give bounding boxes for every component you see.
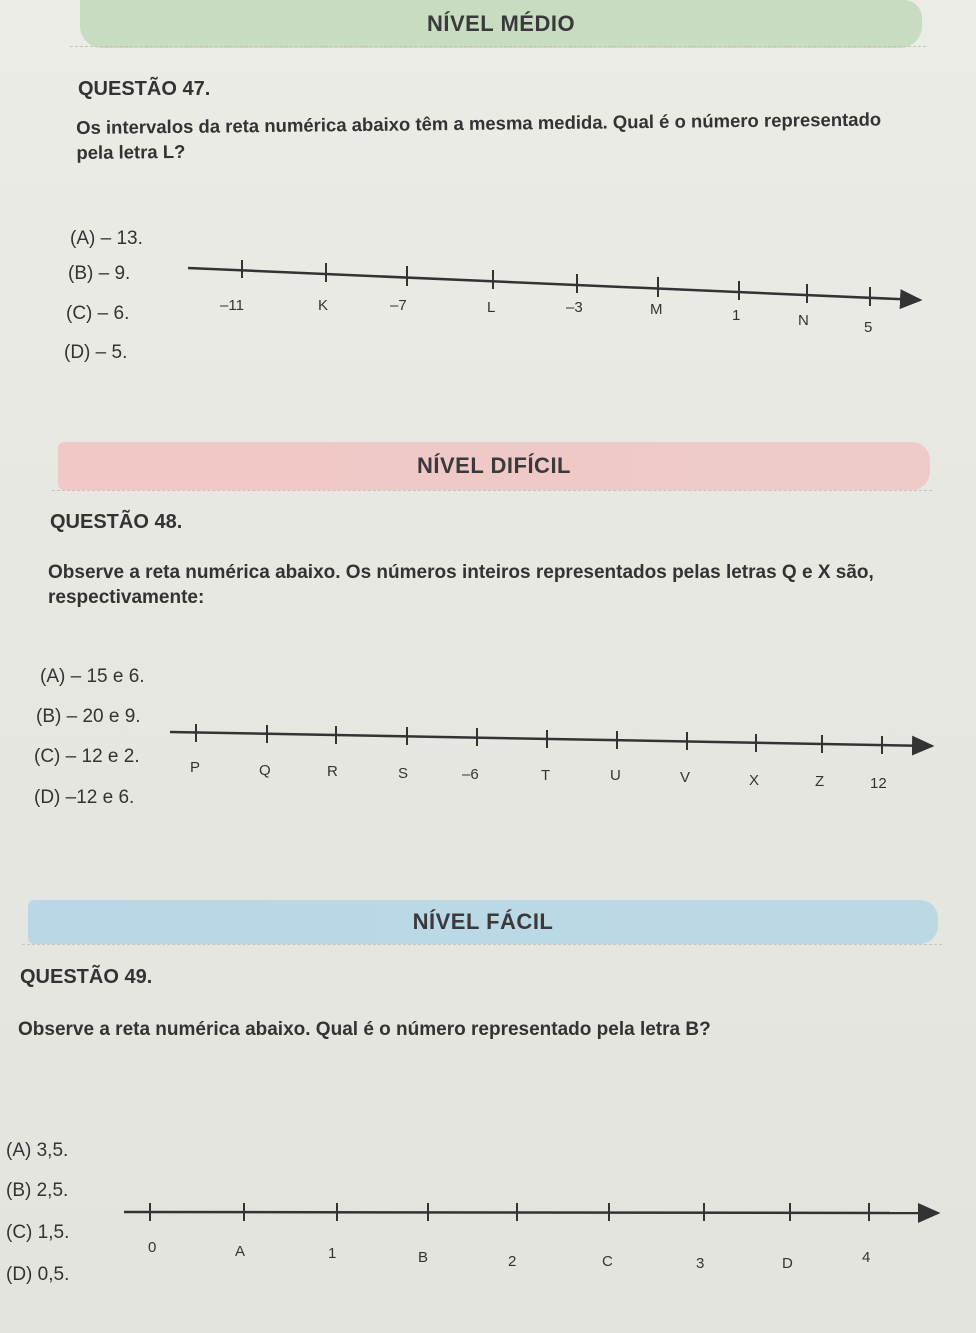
- tick-label: X: [749, 772, 760, 789]
- option-a[interactable]: (A) – 13.: [70, 228, 143, 249]
- statement-line: Os intervalos da reta numérica abaixo têm a mesma medida. Qual é o número representado: [76, 108, 882, 138]
- tick-label: T: [541, 767, 551, 784]
- tick-label: 3: [696, 1255, 705, 1272]
- tick-label: C: [602, 1253, 613, 1270]
- statement-line: pela letra L?: [76, 140, 186, 163]
- option-c[interactable]: (C) 1,5.: [6, 1222, 70, 1243]
- tick-label: 1: [328, 1245, 337, 1262]
- tick-label: B: [418, 1249, 429, 1266]
- tick-label: –11: [220, 297, 244, 314]
- level-label: NÍVEL FÁCIL: [412, 909, 554, 934]
- option-b[interactable]: (B) 2,5.: [6, 1180, 69, 1201]
- tick-label: –7: [390, 297, 407, 314]
- option-d[interactable]: (D) 0,5.: [6, 1264, 70, 1285]
- level-label: NÍVEL DIFÍCIL: [417, 453, 571, 478]
- tick-label: 12: [870, 775, 887, 792]
- level-label: NÍVEL MÉDIO: [426, 11, 576, 36]
- statement-line: respectivamente:: [48, 587, 205, 608]
- tick-label: 1: [732, 307, 741, 324]
- tick-label: P: [190, 759, 201, 776]
- number-line-q47: [188, 260, 920, 336]
- tick-label: 5: [864, 319, 873, 336]
- tick-label: 4: [862, 1249, 871, 1266]
- tick-label: N: [798, 312, 809, 329]
- tick-label: U: [610, 767, 621, 784]
- tick-label: –6: [462, 766, 479, 783]
- tick-label: 0: [148, 1239, 157, 1256]
- question-title: QUESTÃO 49.: [20, 966, 153, 988]
- option-d[interactable]: (D) – 5.: [64, 342, 128, 363]
- level-banner-dificil: [58, 442, 930, 490]
- divider: [22, 944, 942, 945]
- question-title: QUESTÃO 48.: [50, 511, 183, 533]
- tick-label: D: [782, 1255, 793, 1272]
- tick-label: –3: [566, 299, 583, 316]
- option-c[interactable]: (C) – 12 e 2.: [34, 746, 140, 767]
- number-line-q49: [124, 1203, 938, 1272]
- option-c[interactable]: (C) – 6.: [66, 303, 130, 324]
- number-line-q48: [170, 724, 932, 792]
- question-title: QUESTÃO 47.: [78, 78, 211, 100]
- question-statement: [48, 560, 948, 610]
- option-d[interactable]: (D) –12 e 6.: [34, 787, 135, 808]
- tick-label: K: [318, 297, 329, 314]
- statement-line: Observe a reta numérica abaixo. Os números inteiros representados pelas letras Q e X são,: [48, 562, 874, 583]
- tick-label: A: [235, 1243, 246, 1260]
- option-b[interactable]: (B) – 9.: [68, 263, 131, 284]
- option-a[interactable]: (A) – 15 e 6.: [40, 666, 145, 687]
- tick-label: M: [650, 301, 663, 318]
- divider: [52, 490, 932, 491]
- tick-label: V: [680, 769, 691, 786]
- tick-label: Q: [259, 762, 271, 779]
- level-banner-facil: [28, 900, 938, 944]
- question-statement: [18, 1017, 938, 1042]
- option-a[interactable]: (A) 3,5.: [6, 1140, 69, 1161]
- tick-label: R: [327, 763, 338, 780]
- tick-label: 2: [508, 1253, 517, 1270]
- tick-label: Z: [815, 773, 825, 790]
- tick-label: L: [487, 299, 496, 316]
- option-b[interactable]: (B) – 20 e 9.: [36, 706, 141, 727]
- tick-label: S: [398, 765, 409, 782]
- statement-line: Observe a reta numérica abaixo. Qual é o número representado pela letra B?: [18, 1019, 711, 1040]
